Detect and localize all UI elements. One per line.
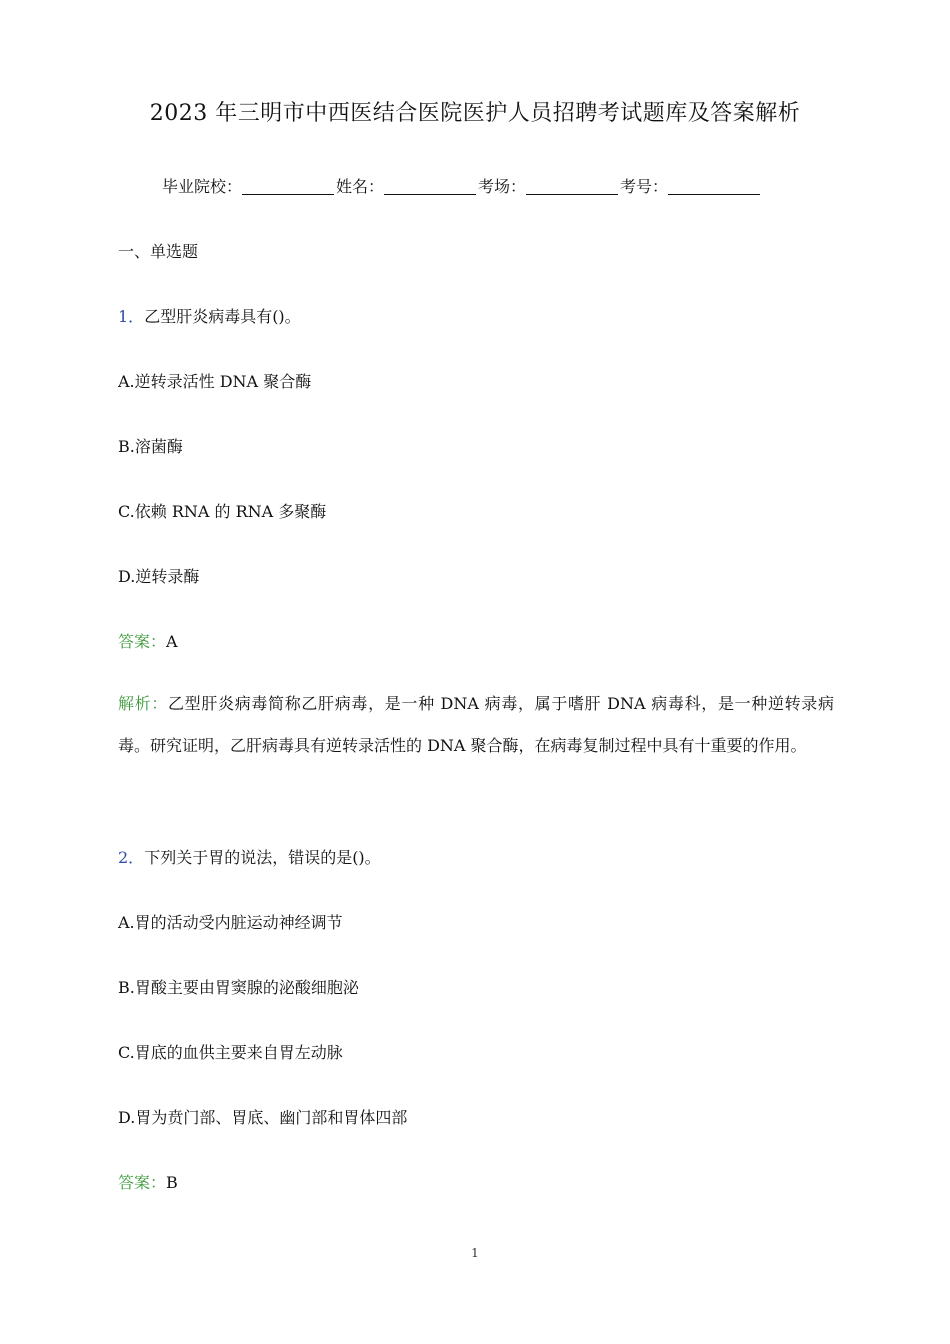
page-number: 1 [471, 1246, 479, 1260]
name-blank [384, 178, 476, 195]
question-1-answer-label: 答案： [118, 632, 167, 651]
question-2-option-c: C.胃底的血供主要来自胃左动脉 [118, 1043, 343, 1062]
question-1 [118, 304, 301, 327]
school-blank [242, 178, 334, 195]
question-1-option-b: B.溶菌酶 [118, 437, 183, 456]
question-1-option-d: D.逆转录酶 [118, 567, 200, 586]
question-2-number: 2． [118, 848, 145, 867]
question-2-option-d: D.胃为贲门部、胃底、幽门部和胃体四部 [118, 1108, 408, 1127]
document-title: 2023 年三明市中西医结合医院医护人员招聘考试题库及答案解析 [149, 101, 801, 126]
exam-number-label: 考号： [620, 177, 669, 196]
candidate-info-row [162, 174, 762, 197]
question-1-answer-value: A [166, 632, 178, 651]
question-1-explanation-text: 乙型肝炎病毒简称乙肝病毒，是一种 DNA 病毒，属于嗜肝 DNA 病毒科，是一种逆转录病毒。研究证明，乙肝病毒具有逆转录活性的 DNA 聚合酶，在病毒复制过程中具有十重要的作用。 [118, 694, 834, 755]
question-1-number: 1． [118, 307, 145, 326]
question-1-answer [118, 629, 178, 652]
question-1-explanation [118, 683, 834, 767]
school-label: 毕业院校： [162, 177, 243, 196]
question-2-answer [118, 1170, 178, 1193]
exam-number-blank [668, 178, 760, 195]
question-2 [118, 845, 381, 868]
question-2-answer-value: B [166, 1173, 178, 1192]
name-label: 姓名： [336, 177, 385, 196]
question-1-stem: 乙型肝炎病毒具有()。 [144, 307, 301, 326]
section-heading: 一、单选题 [118, 242, 199, 261]
exam-room-blank [526, 178, 618, 195]
question-1-option-a: A.逆转录活性 DNA 聚合酶 [118, 372, 312, 391]
question-2-option-b: B.胃酸主要由胃窦腺的泌酸细胞泌 [118, 978, 359, 997]
question-1-option-c: C.依赖 RNA 的 RNA 多聚酶 [118, 502, 327, 521]
question-1-explanation-label: 解析： [118, 694, 169, 713]
exam-room-label: 考场： [478, 177, 527, 196]
question-2-option-a: A.胃的活动受内脏运动神经调节 [118, 913, 343, 932]
question-2-stem: 下列关于胃的说法，错误的是()。 [144, 848, 381, 867]
question-2-answer-label: 答案： [118, 1173, 167, 1192]
